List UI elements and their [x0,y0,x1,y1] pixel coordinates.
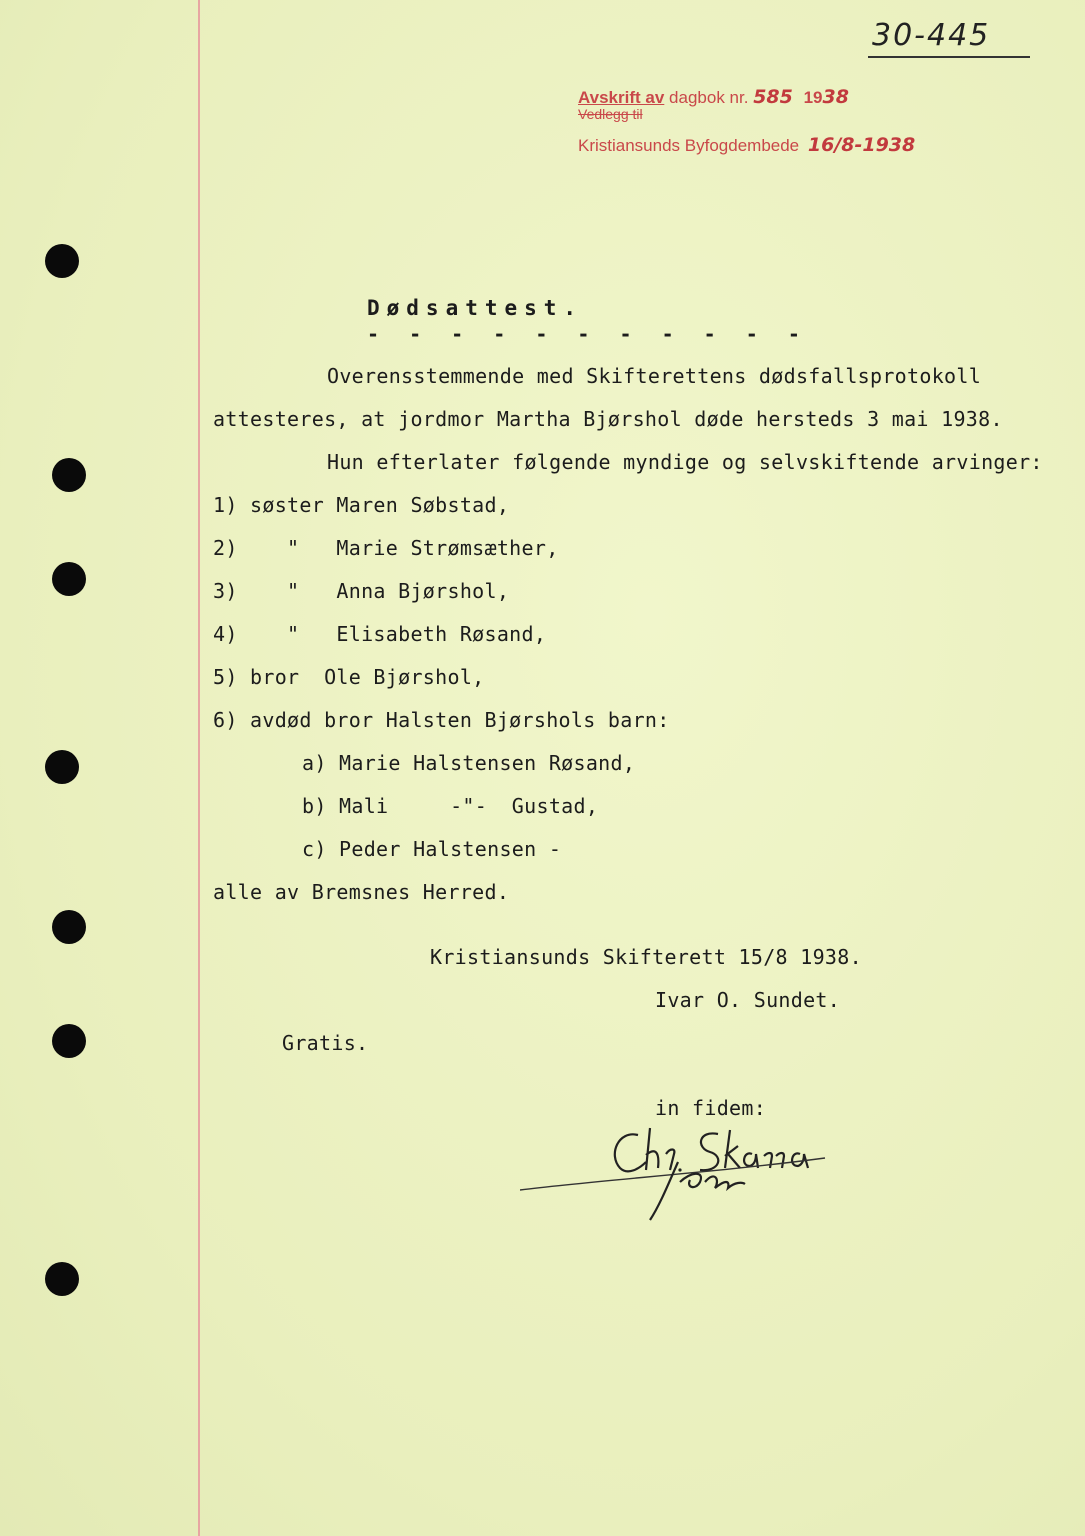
reference-underline [868,56,1030,58]
stamp-date: 16/8-1938 [807,134,916,156]
punch-hole [52,562,86,596]
heir-item: 4) " Elisabeth Røsand, [213,622,547,646]
stamp-year-hand: 38 [822,86,849,108]
fee-line: Gratis. [282,1031,369,1055]
stamp-office-line [578,134,915,156]
stamp-dagbok-line [578,86,849,108]
stamp-office: Kristiansunds Byfogdembede [578,136,800,155]
body-line-2: attesteres, at jordmor Martha Bjørshol døde hersteds 3 mai 1938. [213,407,1003,431]
reference-number: 30-445 [872,18,991,53]
heir-item: 2) " Marie Strømsæther, [213,536,559,560]
signer-line: Ivar O. Sundet. [655,988,841,1012]
body-line-1: Overensstemmende med Skifterettens dødsfallsprotokoll [327,364,982,388]
heir-item: 6) avdød bror Halsten Bjørshols barn: [213,708,670,732]
title-underline: - - - - - - - - - - - [367,322,809,346]
margin-line [198,0,200,1536]
body-line-3: Hun efterlater følgende myndige og selvskiftende arvinger: [327,450,1043,474]
heir-item: 3) " Anna Bjørshol, [213,579,510,603]
heir-item: 1) søster Maren Søbstad, [213,493,510,517]
punch-hole [52,910,86,944]
punch-hole [52,458,86,492]
punch-hole [45,244,79,278]
residence-line: alle av Bremsnes Herred. [213,880,510,904]
child-item: a) Marie Halstensen Røsand, [302,751,636,775]
punch-hole [52,1024,86,1058]
child-item: b) Mali -"- Gustad, [302,794,599,818]
punch-hole [45,750,79,784]
in-fidem-line: in fidem: [655,1096,767,1120]
child-item: c) Peder Halstensen - [302,837,562,861]
stamp-year-print: 19 [803,88,823,107]
document-title: Dødsattest. [367,296,584,320]
handwritten-signature [520,1110,840,1230]
stamp-avskrift: Avskrift av [578,88,665,107]
place-date-line: Kristiansunds Skifterett 15/8 1938. [430,945,862,969]
heir-item: 5) bror Ole Bjørshol, [213,665,485,689]
punch-hole [45,1262,79,1296]
stamp-dagbok-number: 585 [753,86,793,108]
stamp-vedlegg: Vedlegg til [578,106,643,122]
stamp-dagbok-label: dagbok nr. [669,88,749,107]
